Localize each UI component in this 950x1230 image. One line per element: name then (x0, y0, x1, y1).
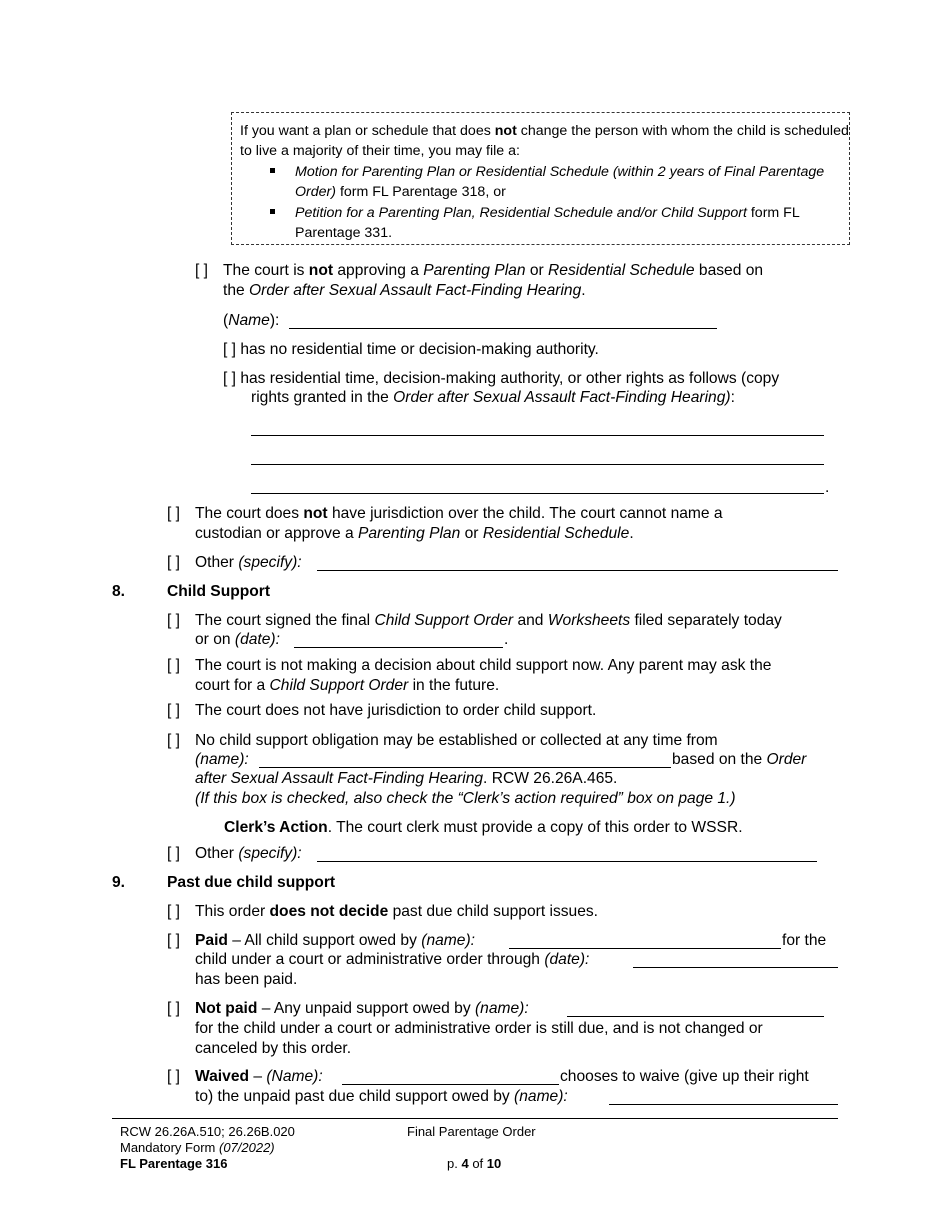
checkbox-does-not-decide[interactable]: [ ] (167, 903, 180, 920)
waived-line1-end: chooses to waive (give up their right (560, 1068, 809, 1085)
no-obligation-line4: (If this box is checked, also check the “Clerk’s action required” box on page 1.) (195, 790, 736, 807)
checkbox-waived[interactable]: [ ] (167, 1068, 180, 1085)
name-field-line[interactable] (289, 328, 717, 329)
bullet-icon (270, 168, 275, 173)
bullet-icon (270, 209, 275, 214)
info-box-bullet2-line1: Petition for a Parenting Plan, Residential Schedule and/or Child Support form FL (295, 205, 800, 221)
paid-line1: Paid – All child support owed by (name): (195, 932, 475, 949)
checkbox-no-jurisdiction[interactable]: [ ] (167, 505, 180, 522)
other-1-line[interactable] (317, 570, 838, 571)
checkbox-not-approving[interactable]: [ ] (195, 262, 208, 279)
option-has-residential-time-line1[interactable]: [ ] has residential time, decision-making authority, or other rights as follows (copy (223, 370, 780, 387)
not-paid-line2: for the child under a court or administrative order is still due, and is not changed or (195, 1020, 763, 1037)
rights-line-1[interactable] (251, 435, 824, 436)
no-obligation-line3: after Sexual Assault Fact-Finding Hearing. RCW 26.26A.465. (195, 770, 618, 787)
section-8-number: 8. (112, 583, 126, 600)
waived-line1: Waived – (Name): (195, 1068, 323, 1085)
name-field-label: (Name): (223, 312, 280, 329)
checkbox-other-2[interactable]: [ ] (167, 845, 180, 862)
checkbox-other-1[interactable]: [ ] (167, 554, 180, 571)
paid-date-line[interactable] (633, 967, 838, 968)
option-has-residential-time-line2: rights granted in the Order after Sexual Assault Fact-Finding Hearing): (251, 389, 735, 406)
paid-line3: has been paid. (195, 971, 298, 988)
clerks-action: Clerk’s Action. The court clerk must provide a copy of this order to WSSR. (224, 819, 743, 836)
footer-rcw: RCW 26.26A.510; 26.26B.020 (120, 1124, 295, 1139)
support-date-line[interactable] (294, 647, 503, 648)
option-no-residential-time[interactable]: [ ] has no residential time or decision-making authority. (223, 341, 599, 358)
info-box-bullet1-line1: Motion for Parenting Plan or Residential Schedule (within 2 years of Final Parentage (295, 164, 825, 180)
footer-mandatory: Mandatory Form (07/2022) (120, 1140, 275, 1155)
no-jurisdiction-support-text: The court does not have jurisdiction to order child support. (195, 702, 597, 719)
section-9-title: Past due child support (167, 874, 336, 891)
does-not-decide-text: This order does not decide past due child support issues. (195, 903, 599, 920)
no-obligation-line2-end: based on the Order (672, 751, 807, 768)
checkbox-no-obligation[interactable]: [ ] (167, 732, 180, 749)
waived-line2: to) the unpaid past due child support owed by (name): (195, 1088, 568, 1105)
other-2-label: Other (specify): (195, 845, 302, 862)
footer-title: Final Parentage Order (407, 1124, 536, 1139)
checkbox-no-jurisdiction-support[interactable]: [ ] (167, 702, 180, 719)
no-jurisdiction-line1: The court does not have jurisdiction over the child. The court cannot name a (195, 505, 723, 522)
paid-line2: child under a court or administrative order through (date): (195, 951, 590, 968)
paid-line1-end: for the (782, 932, 827, 949)
other-1-label: Other (specify): (195, 554, 302, 571)
no-jurisdiction-line2: custodian or approve a Parenting Plan or Residential Schedule. (195, 525, 634, 542)
no-obligation-name-label: (name): (195, 751, 249, 768)
no-decision-line1: The court is not making a decision about child support now. Any parent may ask the (195, 657, 772, 674)
waived-name-line[interactable] (342, 1084, 559, 1085)
other-2-line[interactable] (317, 861, 817, 862)
support-date-period: . (504, 631, 509, 648)
info-box-line1: If you want a plan or schedule that does not change the person with whom the child is scheduled (240, 123, 849, 139)
rights-line-2[interactable] (251, 464, 824, 465)
info-box-bullet2-line2: Parentage 331. (295, 225, 393, 241)
checkbox-support-signed[interactable]: [ ] (167, 612, 180, 629)
section-9-number: 9. (112, 874, 126, 891)
support-signed-line1: The court signed the final Child Support Order and Worksheets filed separately today (195, 612, 782, 629)
footer-page-number: p. 4 of 10 (447, 1156, 502, 1171)
footer-rule (112, 1118, 838, 1119)
paid-name-line[interactable] (509, 948, 781, 949)
footer-form-id: FL Parentage 316 (120, 1156, 228, 1171)
not-paid-line3: canceled by this order. (195, 1040, 352, 1057)
not-approving-line1: The court is not approving a Parenting Plan or Residential Schedule based on (223, 262, 764, 279)
not-paid-line1: Not paid – Any unpaid support owed by (name): (195, 1000, 529, 1017)
info-box-line2: to live a majority of their time, you may file a: (240, 143, 520, 159)
waived-owed-by-line[interactable] (609, 1104, 838, 1105)
not-approving-line2: the Order after Sexual Assault Fact-Finding Hearing. (223, 282, 586, 299)
rights-period: . (825, 479, 830, 496)
checkbox-not-paid[interactable]: [ ] (167, 1000, 180, 1017)
info-box-bullet1-line2: Order) form FL Parentage 318, or (295, 184, 506, 200)
no-obligation-line1: No child support obligation may be established or collected at any time from (195, 732, 718, 749)
checkbox-no-decision[interactable]: [ ] (167, 657, 180, 674)
no-obligation-name-line[interactable] (259, 767, 671, 768)
section-8-title: Child Support (167, 583, 271, 600)
support-signed-line2: or on (date): (195, 631, 280, 648)
checkbox-paid[interactable]: [ ] (167, 932, 180, 949)
not-paid-name-line[interactable] (567, 1016, 824, 1017)
no-decision-line2: court for a Child Support Order in the future. (195, 677, 500, 694)
rights-line-3[interactable] (251, 493, 824, 494)
